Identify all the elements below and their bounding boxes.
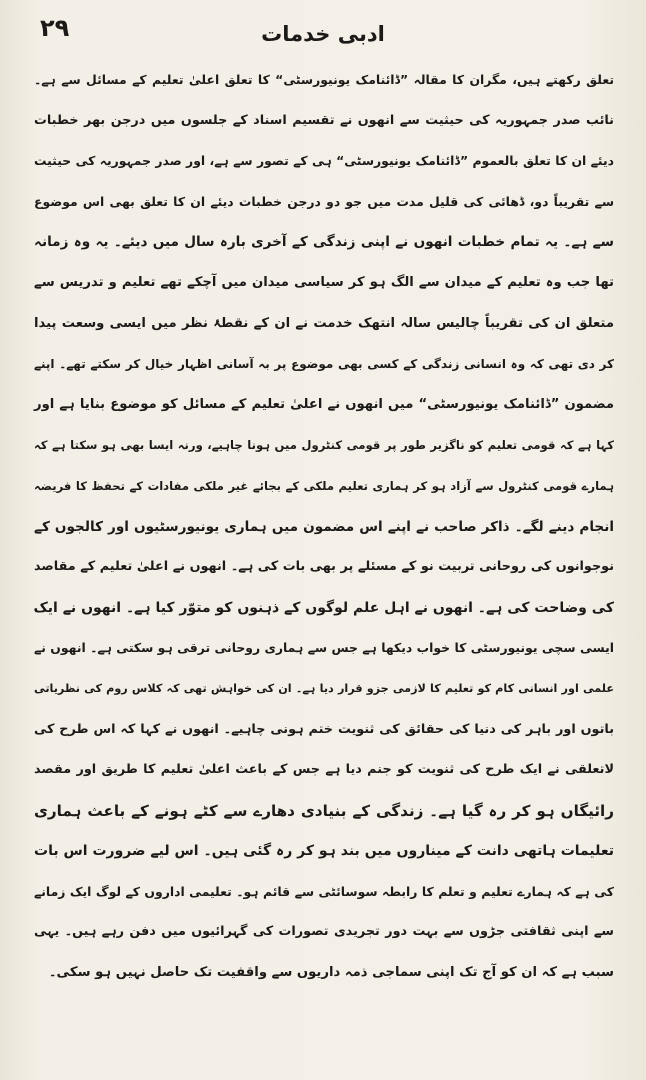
text-line: دیئے ان کا تعلق بالعموم ”ڈائنامک یونیورسٹی“ ہی کے تصور سے ہے، اور صدر جمہوریہ کی حیثیت (34, 153, 614, 169)
text-line: انجام دینے لگے۔ ذاکر صاحب نے اپنے اس مضمون میں ہماری یونیورسٹیوں اور کالجوں کے (34, 518, 614, 535)
text-line: لاتعلقی نے ایک طرح کی ثنویت کو جنم دیا ہے جس کے باعث اعلیٰ تعلیم کا طریق اور مقصد (34, 762, 614, 778)
text-line: نوجوانوں کی روحانی تربیت نو کے مسئلے پر بھی بات کی ہے۔ انھوں نے اعلیٰ تعلیم کے مقاصد (34, 559, 614, 575)
text-line: کہا ہے کہ قومی تعلیم کو ناگزیر طور پر قومی کنٹرول میں ہونا چاہیے، ورنہ ایسا بھی ہو سکتا ہے کہ (34, 438, 614, 453)
text-line: مضمون ”ڈائنامک یونیورسٹی“ میں انھوں نے اعلیٰ تعلیم کے مسائل کو موضوع بنایا ہے اور (34, 396, 614, 412)
page-number: ۲۹ (40, 14, 70, 42)
text-line: ہمارے قومی کنٹرول سے آزاد ہو کر ہماری تعلیم ملکی کے بجائے غیر ملکی مفادات کے تحفظ کا فریضہ (34, 478, 614, 493)
text-line: نائب صدر جمہوریہ کی حیثیت سے انھوں نے تقسیم اسناد کے جلسوں میں درجن بھر خطبات (34, 112, 614, 128)
text-line: تعلیمات ہاتھی دانت کے میناروں میں بند ہو کر رہ گئی ہیں۔ اس لیے ضرورت اس بات (34, 843, 614, 860)
text-line: تعلق رکھتے ہیں، مگران کا مقالہ ”ڈائنامک یونیورسٹی“ کا تعلق اعلیٰ تعلیم کے مسائل سے ہے۔ (34, 72, 614, 87)
text-line: سے اپنی ثقافتی جڑوں سے بہت دور تجریدی تصورات کی گہرائیوں میں دفن رہے ہیں۔ یہی (34, 924, 614, 940)
text-line: علمی اور انسانی کام کو تعلیم کا لازمی جزو قرار دیا ہے۔ ان کی خواہش تھی کہ کلاس روم کی نظریاتی (34, 681, 614, 695)
text-line: متعلق ان کی تقریباً چالیس سالہ انتھک خدمت نے ان کے نقطۂ نظر میں ایسی وسعت پیدا (34, 315, 614, 331)
text-line: کر دی تھی کہ وہ انسانی زندگی کے کسی بھی موضوع پر بہ آسانی اظہار خیال کر سکتے تھے۔ اپنے (34, 357, 614, 372)
text-line: کی ہے کہ ہمارے تعلیم و تعلم کا رابطہ سوسائٹی سے قائم ہو۔ تعلیمی اداروں کے لوگ ایک زمانے (34, 883, 614, 899)
text-line: سے تقریباً دو، ڈھائی کی قلیل مدت میں جو دو درجن خطبات دیئے ان کا تعلق بھی اس موضوع (34, 193, 614, 209)
text-line: سبب ہے کہ ان کو آج تک اپنی سماجی ذمہ داریوں سے واقفیت تک حاصل نہیں ہو سکی۔ (48, 965, 614, 981)
running-head: ادبی خدمات (261, 22, 385, 46)
text-line: سے ہے۔ یہ تمام خطبات انھوں نے اپنی زندگی کے آخری بارہ سال میں دیئے۔ یہ وہ زمانہ (34, 234, 614, 251)
text-line: رائیگاں ہو کر رہ گیا ہے۔ زندگی کے بنیادی دھارے سے کٹے ہونے کے باعث ہماری (34, 801, 614, 820)
text-line: ایسی سچی یونیورسٹی کا خواب دیکھا ہے جس سے ہماری روحانی ترقی ہو سکتی ہے۔ انھوں نے (34, 640, 614, 656)
text-line: تھا جب وہ تعلیم کے میدان سے الگ ہو کر سیاسی میدان میں آچکے تھے تعلیم و تدریس سے (34, 274, 614, 290)
body-text (34, 60, 614, 994)
text-line: باتوں اور باہر کی دنیا کی حقائق کی ثنویت ختم ہونی چاہیے۔ انھوں نے کہا کہ اس طرح کی (34, 721, 614, 737)
text-line: کی وضاحت کی ہے۔ انھوں نے اہل علم لوگوں کے ذہنوں کو متوّر کیا ہے۔ انھوں نے ایک (33, 599, 614, 616)
